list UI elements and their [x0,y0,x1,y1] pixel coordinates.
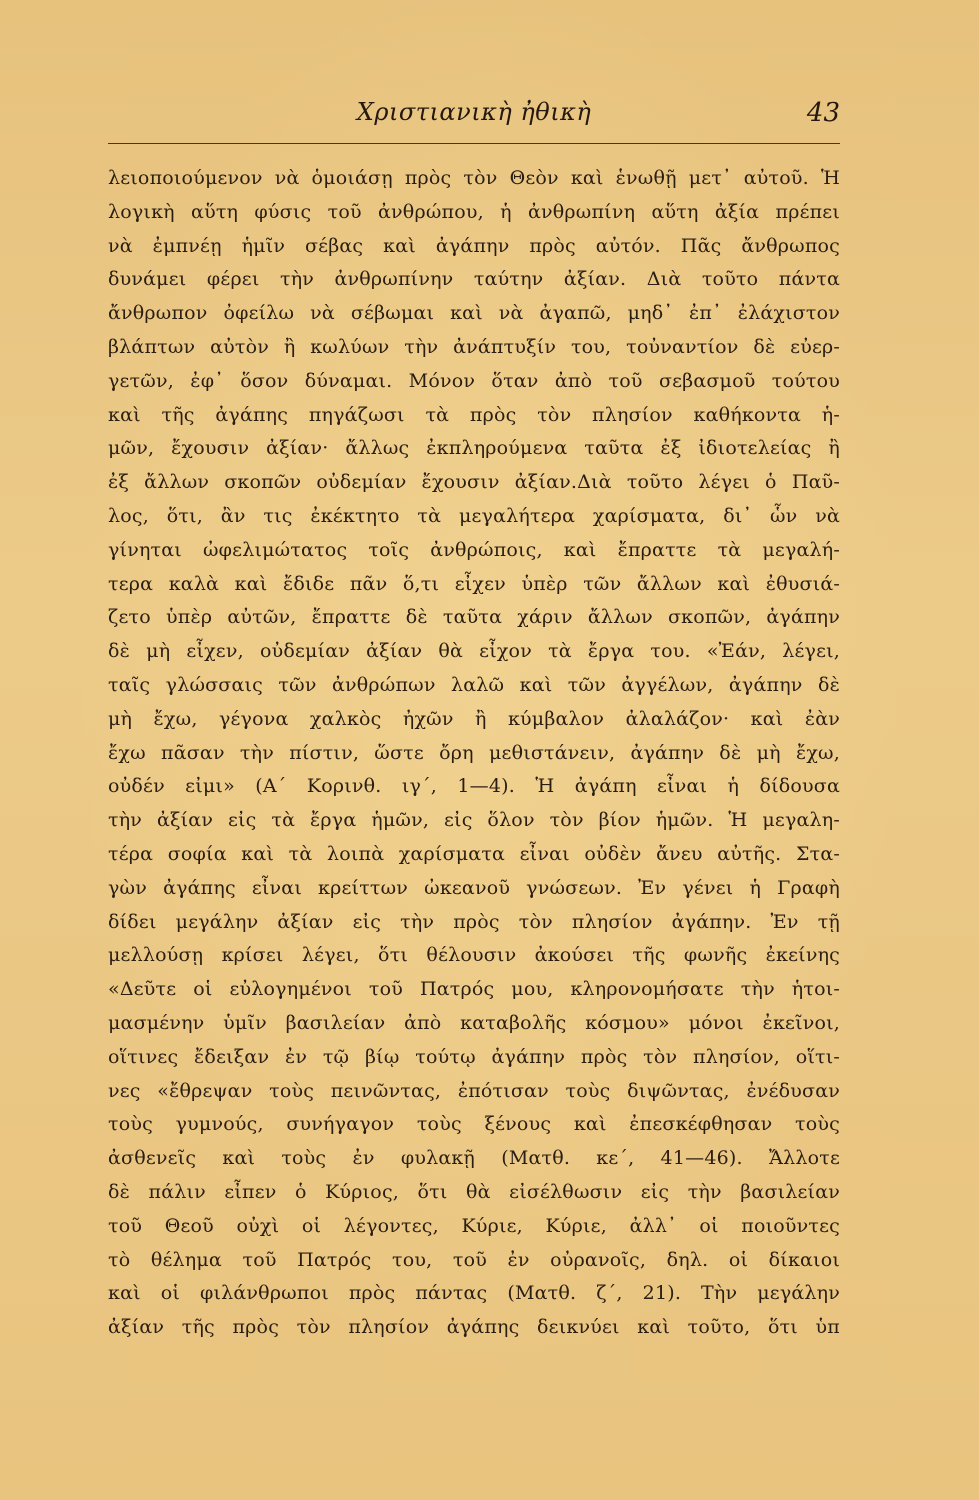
text-line: ἐξ ἄλλων σκοπῶν οὐδεμίαν ἔχουσιν ἀξίαν.Διὰ τοῦτο λέγει ὁ Παῦ- [108,471,840,494]
text-line: μὴ ἔχω, γέγονα χαλκὸς ἠχῶν ἢ κύμβαλον ἀλαλάζον· καὶ ἐὰν [108,707,840,730]
text-line: νὰ ἐμπνέῃ ἡμῖν σέβας καὶ ἀγάπην πρὸς αὐτόν. Πᾶς ἄνθρωπος [108,234,840,257]
text-line: ταῖς γλώσσαις τῶν ἀνθρώπων λαλῶ καὶ τῶν ἀγγέλων, ἀγάπην δὲ [108,673,840,696]
text-line: τέρα σοφία καὶ τὰ λοιπὰ χαρίσματα εἶναι οὐδὲν ἄνευ αὐτῆς. Στα- [108,842,840,865]
text-line: μασμένην ὑμῖν βασιλείαν ἀπὸ καταβολῆς κόσμου» μόνοι ἐκεῖνοι, [108,1011,840,1034]
text-line: γίνηται ὠφελιμώτατος τοῖς ἀνθρώποις, καὶ ἔπραττε τὰ μεγαλή- [108,538,840,561]
text-line: ἀσθενεῖς καὶ τοὺς ἐν φυλακῇ (Ματθ. κε΄, 41—46). Ἄλλοτε [108,1147,840,1170]
text-line: ζετο ὑπὲρ αὐτῶν, ἔπραττε δὲ ταῦτα χάριν ἄλλων σκοπῶν, ἀγάπην [108,606,840,629]
text-line: καὶ τῆς ἀγάπης πηγάζωσι τὰ πρὸς τὸν πλησίον καθήκοντα ἡ- [108,403,840,426]
text-line: ἔχω πᾶσαν τὴν πίστιν, ὥστε ὄρη μεθιστάνειν, ἀγάπην δὲ μὴ ἔχω, [108,741,840,764]
running-title: Χριστιανικὴ ἠθικὴ [356,98,592,126]
text-line: ἄνθρωπον ὀφείλω νὰ σέβωμαι καὶ νὰ ἀγαπῶ, μηδ᾽ ἐπ᾽ ἐλάχιστον [108,302,840,325]
text-line: τὸ θέλημα τοῦ Πατρός του, τοῦ ἐν οὐρανοῖς, δηλ. οἱ δίκαιοι [108,1248,840,1271]
text-line: δὲ πάλιν εἶπεν ὁ Κύριος, ὅτι θὰ εἰσέλθωσιν εἰς τὴν βασιλείαν [108,1180,840,1203]
text-line: οἵτινες ἔδειξαν ἐν τῷ βίῳ τούτῳ ἀγάπην πρὸς τὸν πλησίον, οἵτι- [108,1045,840,1068]
text-line: οὐδέν εἰμι» (Α΄ Κορινθ. ιγ΄, 1—4). Ἡ ἀγάπη εἶναι ἡ δίδουσα [108,775,840,798]
body-text [108,162,840,1345]
text-line: λογικὴ αὕτη φύσις τοῦ ἀνθρώπου, ἡ ἀνθρωπίνη αὕτη ἀξία πρέπει [108,200,840,223]
text-line: καὶ οἱ φιλάνθρωποι πρὸς πάντας (Ματθ. ζ΄, 21). Τὴν μεγάλην [108,1282,840,1305]
text-line: γετῶν, ἐφ᾽ ὅσον δύναμαι. Μόνον ὅταν ἀπὸ τοῦ σεβασμοῦ τούτου [108,369,840,392]
text-line: νες «ἔθρεψαν τοὺς πεινῶντας, ἐπότισαν τοὺς διψῶντας, ἐνέδυσαν [108,1079,840,1102]
text-line: δίδει μεγάλην ἀξίαν εἰς τὴν πρὸς τὸν πλησίον ἀγάπην. Ἐν τῇ [108,910,840,933]
text-line: μῶν, ἔχουσιν ἀξίαν· ἄλλως ἐκπληρούμενα ταῦτα ἐξ ἰδιοτελείας ἢ [108,437,840,460]
text-line: τοῦ Θεοῦ οὐχὶ οἱ λέγοντες, Κύριε, Κύριε, ἀλλ᾽ οἱ ποιοῦντες [108,1214,840,1237]
page-number: 43 [806,98,840,128]
header-rule [108,143,840,144]
text-line: γὼν ἀγάπης εἶναι κρείττων ὠκεανοῦ γνώσεων. Ἐν γένει ἡ Γραφὴ [108,876,840,899]
text-line: βλάπτων αὐτὸν ἢ κωλύων τὴν ἀνάπτυξίν του, τοὐναντίον δὲ εὐερ- [108,335,840,358]
text-line: δυνάμει φέρει τὴν ἀνθρωπίνην ταύτην ἀξίαν. Διὰ τοῦτο πάντα [108,268,840,291]
text-line: τερα καλὰ καὶ ἔδιδε πᾶν ὅ,τι εἶχεν ὑπὲρ τῶν ἄλλων καὶ ἐθυσιά- [108,572,840,595]
text-line: λος, ὅτι, ἂν τις ἐκέκτητο τὰ μεγαλήτερα χαρίσματα, δι᾽ ὧν νὰ [108,504,840,527]
running-head [108,96,840,136]
text-line: ἀξίαν τῆς πρὸς τὸν πλησίον ἀγάπης δεικνύει καὶ τοῦτο, ὅτι ὑπ [108,1316,840,1339]
text-line: τὴν ἀξίαν εἰς τὰ ἔργα ἡμῶν, εἰς ὅλον τὸν βίον ἡμῶν. Ἡ μεγαλη- [108,809,840,832]
text-line: μελλούσῃ κρίσει λέγει, ὅτι θέλουσιν ἀκούσει τῆς φωνῆς ἐκείνης [108,944,840,967]
text-line: δὲ μὴ εἶχεν, οὐδεμίαν ἀξίαν θὰ εἶχον τὰ ἔργα του. «Ἐάν, λέγει, [108,640,840,663]
text-line: λειοποιούμενον νὰ ὁμοιάσῃ πρὸς τὸν Θεὸν καὶ ἑνωθῇ μετ᾽ αὐτοῦ. Ἡ [108,167,840,189]
text-line: τοὺς γυμνούς, συνήγαγον τοὺς ξένους καὶ ἐπεσκέφθησαν τοὺς [108,1113,840,1136]
text-line: «Δεῦτε οἱ εὐλογημένοι τοῦ Πατρός μου, κληρονομήσατε τὴν ἡτοι- [108,978,840,1001]
